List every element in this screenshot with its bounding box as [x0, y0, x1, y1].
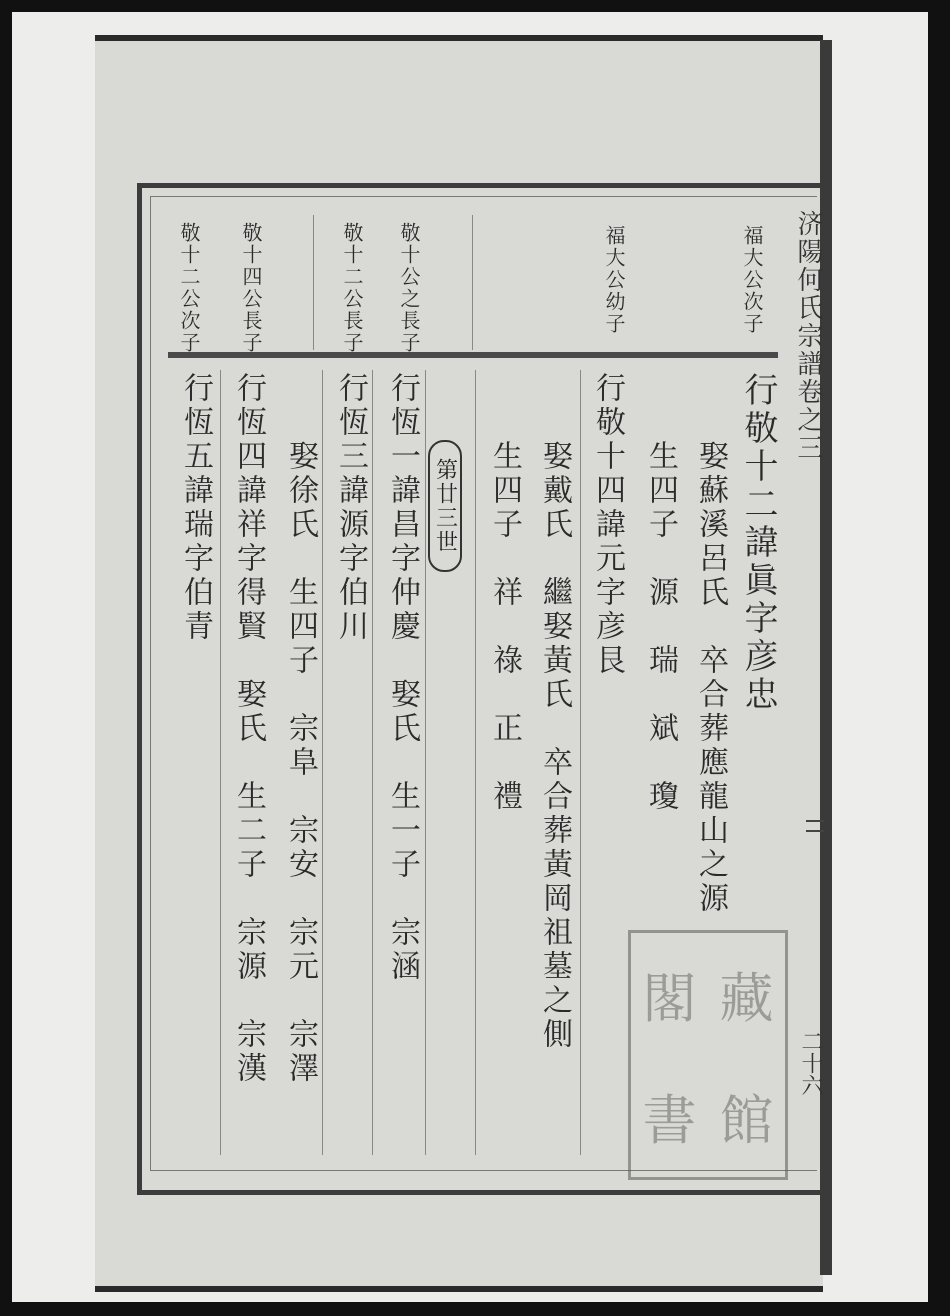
seal-char: 藏 [719, 966, 774, 1030]
body-divider [580, 370, 581, 1155]
body-divider [372, 370, 373, 1155]
entry-children-col: 生四子 祥 祿 正 禮 [487, 440, 522, 814]
margin-tick [806, 820, 824, 822]
margin-tick [806, 830, 824, 832]
header-col-4: 敬十二公長子 [340, 222, 364, 354]
body-divider [425, 370, 426, 1155]
entry-name-col: 行恆五諱瑞字伯青 [178, 372, 213, 644]
header-divider [472, 215, 473, 350]
entry-name-col: 行敬十二諱眞字彦忠 [738, 372, 778, 714]
generation-badge: 第廿三世 [428, 440, 462, 572]
header-col-3: 敬十公之長子 [397, 222, 421, 354]
seal-char: 書 [642, 1088, 697, 1152]
entry-name-col: 行恆四諱祥字得賢 娶氏 生二子 宗源 宗漢 [231, 372, 266, 1086]
library-seal [628, 930, 788, 1180]
header-col-1: 福大公次子 [740, 225, 764, 335]
entry-spouse-col: 娶徐氏 生四子 宗阜 宗安 宗元 宗澤 [283, 440, 318, 1086]
header-col-5: 敬十四公長子 [239, 222, 263, 354]
entry-spouse-col: 娶蘇溪呂氏 卒合葬應龍山之源 [693, 440, 728, 916]
entry-name-col: 行敬十四諱元字彦艮 [590, 372, 625, 678]
entry-name-col: 行恆一諱昌字仲慶 娶氏 生一子 宗涵 [385, 372, 420, 984]
entry-spouse-col: 娶戴氏 繼娶黃氏 卒合葬黃岡祖墓之側 [537, 440, 572, 1052]
body-divider [322, 370, 323, 1155]
header-divider [313, 215, 314, 350]
body-divider [220, 370, 221, 1155]
seal-char: 閣 [642, 966, 697, 1030]
header-col-2: 福大公幼子 [602, 225, 626, 335]
entry-children-col: 生四子 源 瑞 斌 瓊 [643, 440, 678, 814]
seal-char: 館 [719, 1088, 774, 1152]
body-divider [475, 370, 476, 1155]
folio-number: 二十六 [798, 1030, 823, 1096]
header-col-6: 敬十二公次子 [177, 222, 201, 354]
entry-name-col: 行恆三諱源字伯川 [333, 372, 368, 644]
margin-title: 济陽何氏宗譜卷之三 [793, 210, 823, 462]
